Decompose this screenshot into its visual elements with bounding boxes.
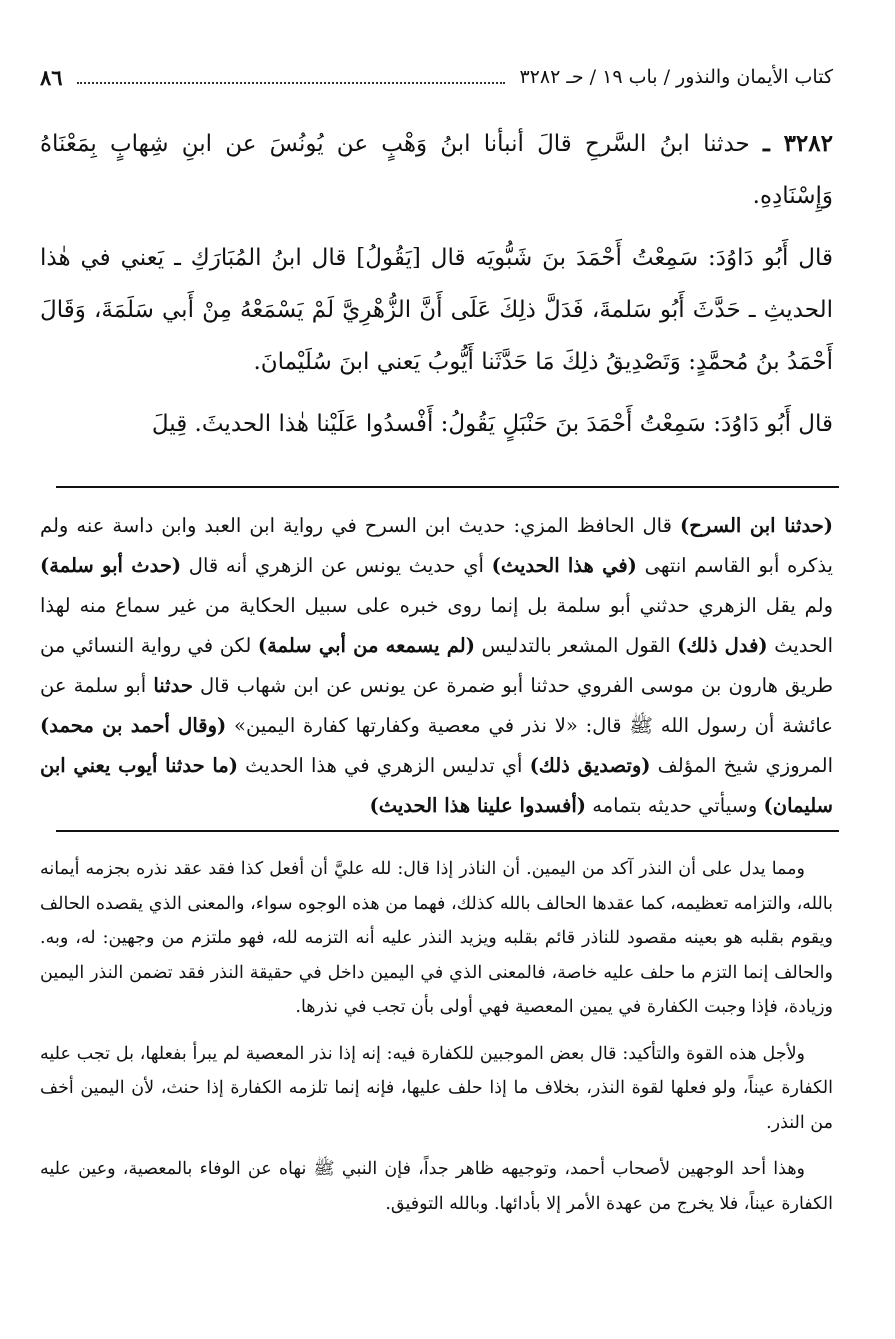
- hadith-paragraph: [40, 118, 833, 222]
- hadith-body: حدثنا ابنُ السَّرحِ قالَ أنبأنا ابنُ وَهْبٍ عن يُونُسَ عن ابنِ شِهابٍ بِمَعْنَاهُ وَإِسْنَادِهِ.: [40, 131, 833, 209]
- divider-top: [56, 486, 839, 488]
- keyword: (وتصديق ذلك): [529, 754, 651, 777]
- divider-bottom: [56, 830, 839, 832]
- commentary-text: وسيأتي حديثه بتمامه: [586, 794, 764, 817]
- abu-dawud-comment-1: قال أَبُو دَاوُدَ: سَمِعْتُ أَحْمَدَ بنَ شَبُّويَه قال [يَقُولُ] قال ابنُ المُبَارَكِ ـ يَعني في هٰذا الحديثِ ـ حَدَّثَ أَبُو سَلمةَ، فَدَلَّ ذلِكَ عَلَى أَنَّ الزُّهْرِيَّ لَمْ يَسْمَعْهُ مِنْ أَبي سَلَمَةَ، وَقَالَ أَحْمَدُ بنُ مُحمَّدٍ: وَتَصْدِيقُ ذلِكَ مَا حَدَّثَنا أَيُّوبُ يَعني ابنَ سُلَيْمانَ.: [40, 245, 833, 375]
- keyword: (في هذا الحديث): [491, 554, 637, 577]
- header-leader-dots: [77, 70, 506, 84]
- page-number: ٨٦: [40, 64, 63, 90]
- running-header: [40, 62, 833, 92]
- running-title: كتاب الأيمان والنذور / باب ١٩ / حـ ٣٢٨٢: [519, 66, 833, 88]
- commentary-paragraph: ولأجل هذه القوة والتأكيد: قال بعض الموجبين للكفارة فيه: إنه إذا نذر المعصية لم يبرأ بفعلها، بل تجب عليه الكفارة عيناً، ولو فعلها لقوة النذر، بخلاف ما إذا حلف عليها، فإنه إنما تلزمه الكفارة إذا حنث، لأن اليمين أخف من النذر.: [40, 1043, 833, 1133]
- commentary-text: أي حديث يونس عن الزهري أنه قال: [181, 554, 492, 577]
- commentary-text: أبو سلمة عن عائشة أن رسول الله ﷺ قال: «لا نذر في معصية وكفارتها كفارة اليمين»: [40, 674, 834, 737]
- keyword: (حدثنا ابن السرح): [679, 514, 833, 537]
- keyword: (وقال أحمد بن محمد): [40, 714, 227, 737]
- commentary-aun: [40, 506, 833, 826]
- commentary-text: ولم يقل الزهري حدثني أبو سلمة بل إنما روى خبره على سبيل الحكاية من غير سماع منه لهذا الحديث: [40, 594, 833, 657]
- keyword: (ما حدثنا أيوب يعني ابن سليمان): [40, 754, 833, 817]
- keyword: (فدل ذلك): [677, 634, 768, 657]
- commentary-paragraph: ومما يدل على أن النذر آكد من اليمين. أن الناذر إذا قال: لله عليَّ أن أفعل كذا فقد عقد نذره بجزمه أيمانه بالله، والتزامه تعظيمه، كما عقدها الحالف بالله كذلك، فهما من هذه الوجوه سواء، والمعنى الذي يقصده الحالف ويقوم بقلبه هو بعينه مقصود للناذر قائم بقلبه ويزيد النذر عليه أنه التزمه لله، فهو ملتزم من وجهين: له، وبه. والحالف إنما التزم ما حلف عليه خاصة، فالمعنى الذي في اليمين داخل في حقيقة النذر فقد تضمن النذر اليمين وزيادة، فإذا وجبت الكفارة في يمين المعصية فهي أولى بأن تجب في نذرها.: [40, 859, 833, 1017]
- keyword: حدثنا: [153, 674, 193, 697]
- commentary-text: المروزي شيخ المؤلف: [650, 754, 834, 777]
- commentary-ibn-qayyim: [40, 852, 833, 1233]
- commentary-text: لكن في رواية النسائي من طريق هارون بن موسى الفروي حدثنا أبو ضمرة عن يونس عن ابن شهاب قال: [40, 634, 833, 697]
- commentary-paragraph: وهذا أحد الوجهين لأصحاب أحمد، وتوجيهه ظاهر جداً، فإن النبي ﷺ نهاه عن الوفاء بالمعصية، وعين عليه الكفارة عيناً، فلا يخرج من عهدة الأمر إلا بأدائها. وبالله التوفيق.: [40, 1159, 833, 1214]
- keyword: (حدث أبو سلمة): [40, 554, 182, 577]
- commentary-text: أي تدليس الزهري في هذا الحديث: [237, 754, 530, 777]
- abu-dawud-comment-2: قال أَبُو دَاوُدَ: سَمِعْتُ أَحْمَدَ بنَ حَنْبَلٍ يَقُولُ: أَفْسدُوا عَلَيْنا هٰذا الحديثَ. قِيلَ: [151, 411, 833, 437]
- commentary-text: قال الحافظ المزي: حديث ابن السرح في رواية ابن العبد وابن داسة عنه ولم يذكره أبو القاسم انتهى: [40, 514, 833, 577]
- commentary-text: القول المشعر بالتدليس: [474, 634, 678, 657]
- hadith-number: ٣٢٨٢ ـ: [762, 130, 833, 157]
- keyword: (أفسدوا علينا هذا الحديث): [369, 794, 586, 817]
- keyword: (لم يسمعه من أبي سلمة): [257, 634, 475, 657]
- hadith-text: [40, 118, 833, 460]
